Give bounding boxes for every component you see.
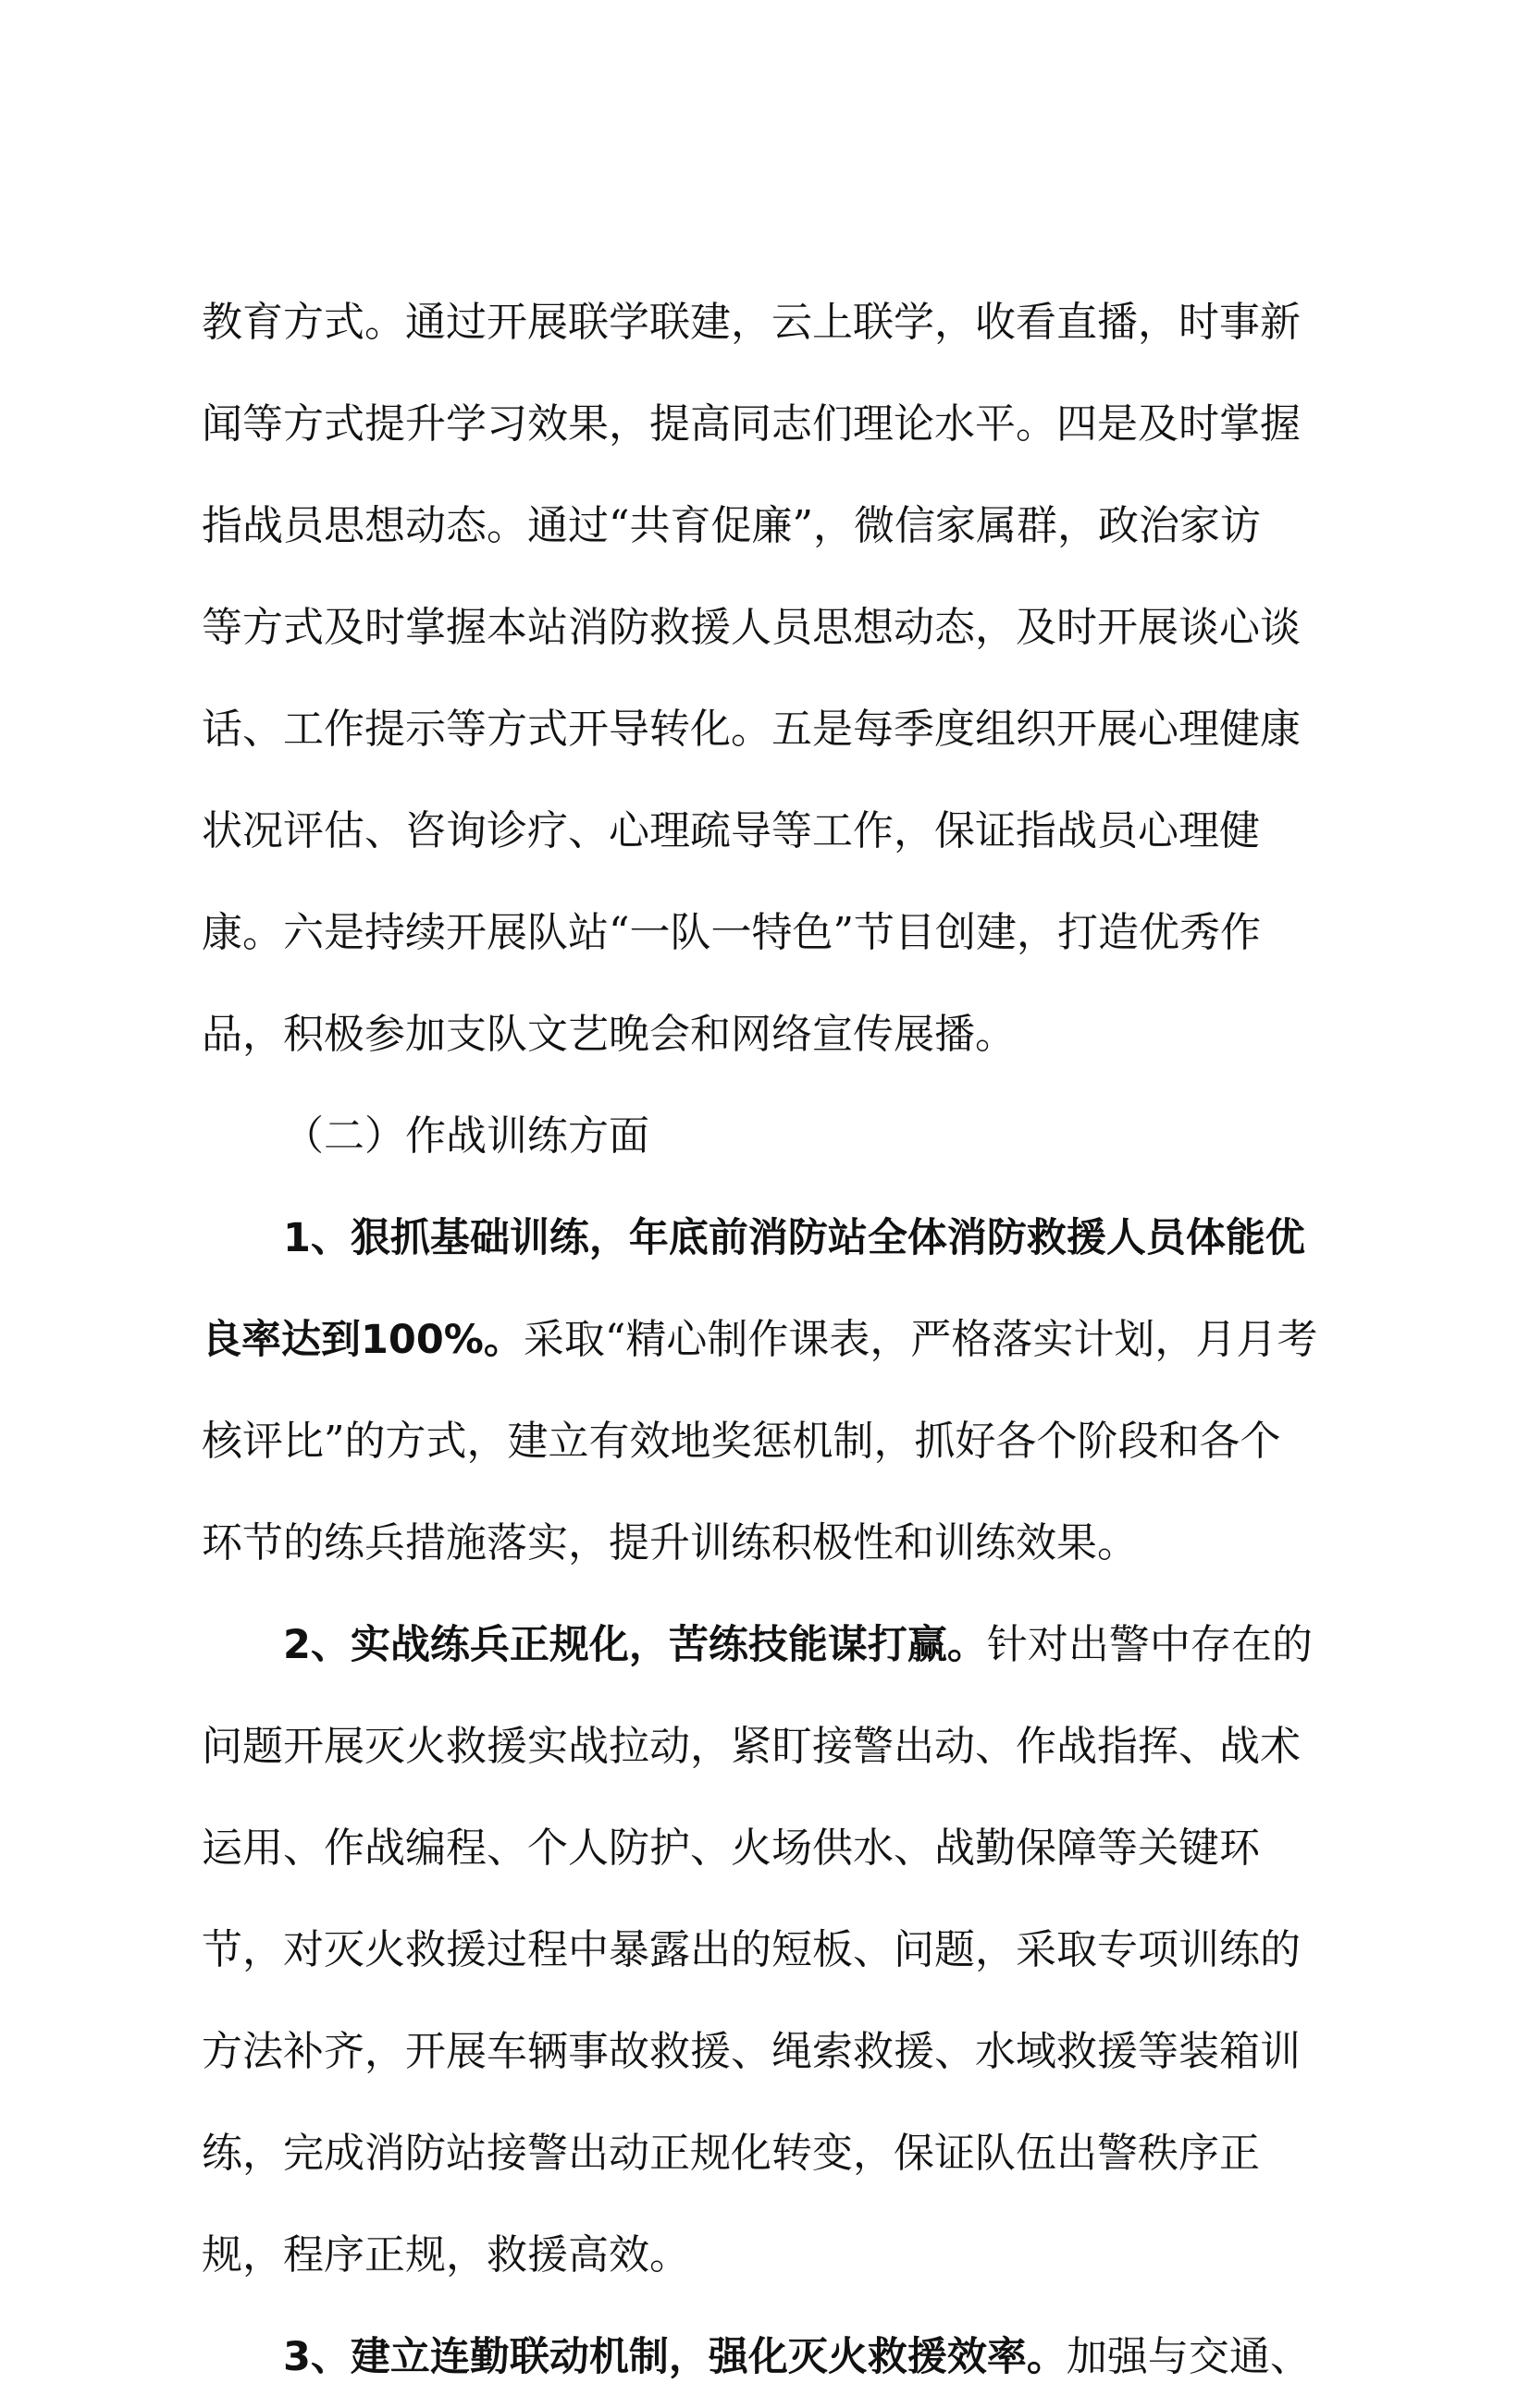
section-heading: （二）作战训练方面: [283, 1112, 649, 1160]
body-line: 康。六是持续开展队站“一队一特色”节目创建，打造优秀作: [202, 909, 1261, 956]
item1-heading-end: 良率达到100%。: [202, 1317, 524, 1363]
body-line: 状况评估、咨询诊疗、心理疏导等工作，保证指战员心理健: [202, 807, 1260, 854]
item2-text: 针对出警中存在的: [986, 1621, 1313, 1668]
body-line: 练，完成消防站接警出动正规化转变，保证队伍出警秩序正: [202, 2130, 1260, 2177]
body-line: 运用、作战编程、个人防护、火场供水、战勤保障等关键环: [202, 1824, 1260, 1872]
body-line: 方法补齐，开展车辆事故救援、绳索救援、水域救援等装箱训: [202, 2028, 1301, 2075]
body-line: 环节的练兵措施落实，提升训练积极性和训练效果。: [202, 1519, 1138, 1566]
body-line: 话、工作提示等方式开导转化。五是每季度组织开展心理健康: [202, 706, 1301, 753]
item3-line1: [202, 2306, 1339, 2408]
item3-heading: 3、建立连勤联动机制，强化灭火救援效率。: [283, 2334, 1067, 2380]
body-line: 闻等方式提升学习效果，提高同志们理论水平。四是及时掌握: [202, 400, 1301, 448]
body-line: 等方式及时掌握本站消防救援人员思想动态，及时开展谈心谈: [202, 604, 1301, 651]
document-body: [202, 272, 1339, 2408]
item1-heading: 1、狠抓基础训练，年底前消防站全体消防救援人员体能优: [283, 1215, 1305, 1261]
body-line: 教育方式。通过开展联学联建，云上联学，收看直播，时事新: [202, 299, 1301, 346]
item1-heading-line1: [202, 1187, 1339, 1289]
item2-line1: [202, 1594, 1339, 1696]
item1-line2: [202, 1289, 1339, 1391]
body-line: 核评比”的方式，建立有效地奖惩机制，抓好各个阶段和各个: [202, 1418, 1281, 1465]
item3-text: 加强与交通、: [1066, 2333, 1311, 2380]
body-line: 指战员思想动态。通过“共育促廉”，微信家属群，政治家访: [202, 502, 1261, 549]
body-line: 问题开展灭火救援实战拉动，紧盯接警出动、作战指挥、战术: [202, 1723, 1301, 1770]
item2-heading: 2、实战练兵正规化，苦练技能谋打赢。: [283, 1622, 987, 1668]
item1-text: 采取“精心制作课表，严格落实计划，月月考: [523, 1316, 1318, 1363]
body-line: 节，对灭火救援过程中暴露出的短板、问题，采取专项训练的: [202, 1926, 1301, 1973]
body-line: 规，程序正规，救援高效。: [202, 2231, 690, 2279]
body-line: 品，积极参加支队文艺晚会和网络宣传展播。: [202, 1011, 1016, 1058]
